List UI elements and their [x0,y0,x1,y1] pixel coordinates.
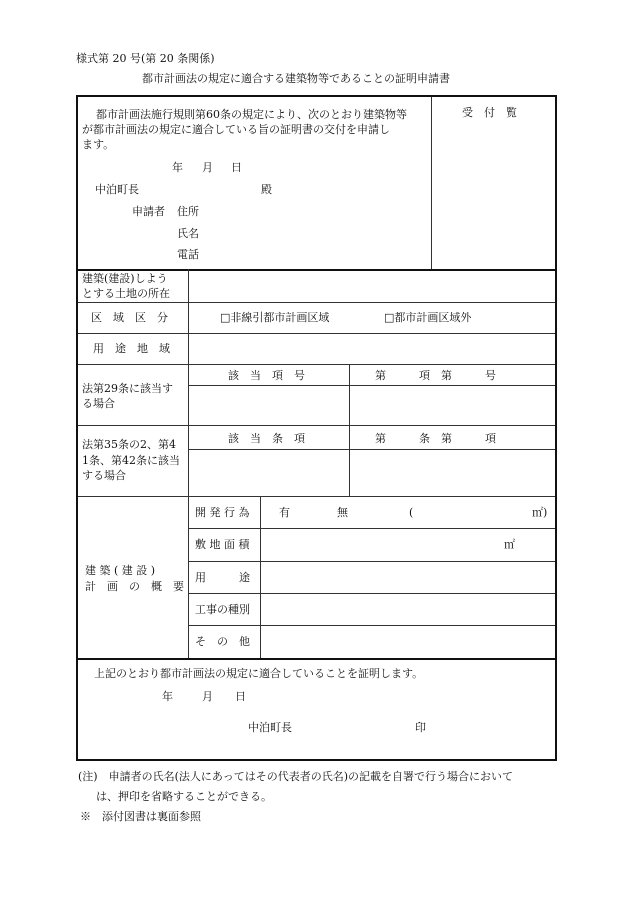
certificate-mayor: 中泊町長 [248,721,292,734]
application-form [76,95,557,761]
form-number: 様式第 20 号(第 20 条関係) [76,52,215,65]
area-option-outside[interactable]: □都市計画区域外 [384,311,472,324]
divider-top-section [78,269,555,271]
use-zone-label: 用 途 地 域 [93,342,170,355]
divider-article-column [349,364,350,496]
art29-header-item: 該 当 項 号 [228,369,305,382]
divider-art29-header [188,385,555,386]
site-area-label: 敷 地 面 積 [195,538,250,551]
page-title: 都市計画法の規定に適合する建築物等であることの証明申請書 [142,72,450,85]
application-body-line2: が都市計画法の規定に適合している旨の証明書の交付を申請し [82,123,390,136]
address-label: 住所 [177,205,199,218]
location-label-line2: とする土地の所在 [82,287,170,300]
dev-act-yes[interactable]: 有 [279,506,290,519]
date-year-label: 年 [172,161,183,174]
dev-act-no[interactable]: 無 [337,506,348,519]
divider-construction [188,625,555,626]
divider-location [78,302,555,303]
use-label: 用 途 [195,571,250,584]
reception-label: 受 付 覧 [462,106,517,119]
certificate-seal: 印 [415,721,426,734]
divider-site-area [188,561,555,562]
location-label-line1: 建築(建設)しよう [82,272,168,285]
construction-type-label: 工事の種別 [195,603,250,616]
name-label: 氏名 [177,227,199,240]
date-month-label: 月 [202,161,213,174]
divider-use [188,593,555,594]
certificate-month: 月 [202,690,213,703]
divider-art35-header [188,449,555,450]
divider-use-zone [78,364,555,365]
divider-area-class [78,333,555,334]
dev-act-paren-open: ( [409,506,414,519]
dev-act-label: 開 発 行 為 [195,506,250,519]
plan-label-line2: 計 画 の 概 要 [85,580,184,593]
divider-art35 [78,496,555,497]
phone-label: 電話 [177,248,199,261]
addressee-mayor: 中泊町長 [95,183,139,196]
site-area-unit: ㎡ [504,538,515,551]
addressee-honorific: 殿 [261,183,272,196]
divider-plan-column [260,496,261,658]
divider-art29 [78,425,555,426]
application-body-line1: 都市計画法施行規則第60条の規定により、次のとおり建築物等 [96,108,407,121]
area-option-non-divided[interactable]: □非線引都市計画区域 [220,311,330,324]
art35-header-clause: 第 条 第 項 [375,432,496,445]
art35-label-line3: する場合 [82,469,126,482]
art35-header-item: 該 当 条 項 [228,432,305,445]
area-class-label: 区 域 区 分 [91,311,168,324]
date-day-label: 日 [231,161,242,174]
divider-label-column [188,269,189,658]
note-2: ※ 添付図書は裏面参照 [80,810,201,823]
applicant-label: 申請者 [132,205,165,218]
art29-label-line2: る場合 [82,397,115,410]
divider-dev-act [188,528,555,529]
divider-reception [431,97,432,269]
certificate-year: 年 [162,690,173,703]
other-label: そ の 他 [195,635,250,648]
certificate-day: 日 [235,690,246,703]
art35-label-line1: 法第35条の2、第4 [82,438,176,451]
dev-act-unit: ㎡) [532,506,548,519]
art29-label-line1: 法第29条に該当す [82,382,173,395]
note-1-line1: (注) 申請者の氏名(法人にあってはその代表者の氏名)の記載を自署で行う場合において [78,770,514,783]
application-body-line3: ます。 [82,138,115,151]
art35-label-line2: 1条、第42条に該当 [82,454,180,467]
divider-plan [78,658,555,660]
certificate-statement: 上記のとおり都市計画法の規定に適合していることを証明します。 [94,667,424,680]
art29-header-clause: 第 項 第 号 [375,369,496,382]
plan-label-line1: 建 築 ( 建 設 ) [85,564,156,577]
note-1-line2: は、押印を省略することができる。 [96,790,272,803]
